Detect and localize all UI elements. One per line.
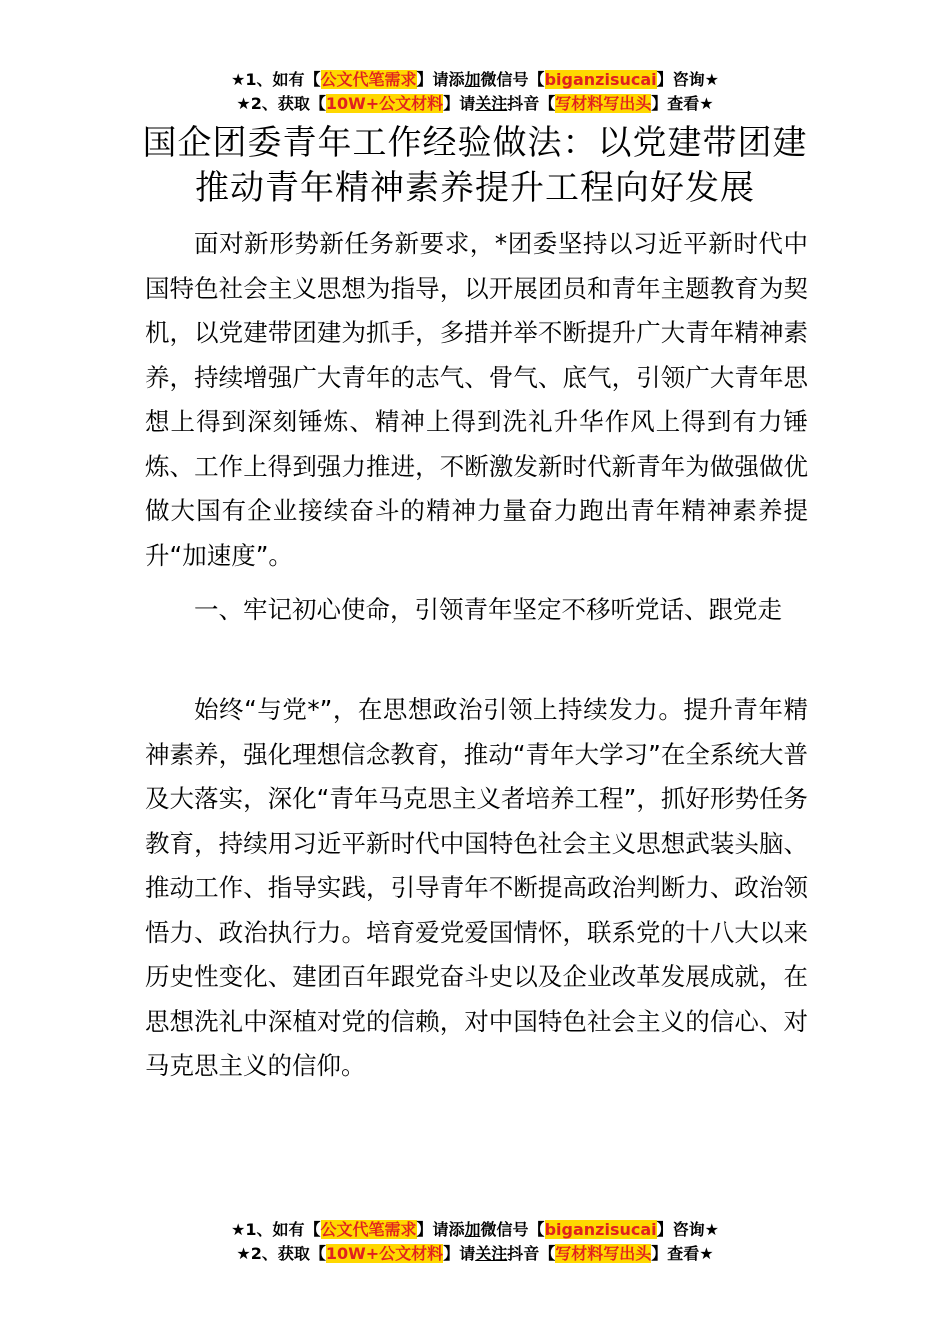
paragraph-text: 面对新形势新任务新要求，*团委坚持以习近平新时代中国特色社会主义思想为指导，以开展团员和青年主题教育为契机，以党建带团建为抓手，多措并举不断提升广大青年精神素养，持续增强广大青年的志气、骨气、底气，引领广大青年思想上得到深刻锤炼、精神上得到洗礼升华作风上得到有力锤炼、工作上得到强力推进，不断激发新时代新青年为做强做优做大国有企业接续奋斗的精神力量奋力跑出青年精神素养提升“加速度”。 <box>145 229 808 570</box>
promo-text: 】请 <box>443 1244 476 1263</box>
promo-highlight: 公文代笔需求 <box>320 1220 417 1239</box>
promo-text: 】咨询★ <box>656 70 719 89</box>
promo-text: 】咨询★ <box>656 1220 719 1239</box>
promo-emphasis: 加 <box>464 70 481 89</box>
body-paragraph-2 <box>145 688 808 1089</box>
promo-text: 】查看★ <box>651 1244 714 1263</box>
promo-text: 抖音【 <box>507 1244 556 1263</box>
promo-emphasis: 加 <box>464 1220 481 1239</box>
promo-highlight: 10W+公文材料 <box>325 94 444 113</box>
promo-text: ★2、获取【 <box>236 1244 326 1263</box>
promo-highlight: 公文代笔需求 <box>320 70 417 89</box>
promo-emphasis: 关注 <box>475 1244 508 1263</box>
promo-text: 】请 <box>443 94 476 113</box>
promo-emphasis: 关注 <box>475 94 508 113</box>
promo-banner-top <box>0 68 950 116</box>
promo-wechat-id: biganzisucai <box>544 1220 657 1239</box>
promo-text: 抖音【 <box>507 94 556 113</box>
promo-banner-bottom <box>0 1218 950 1266</box>
promo-wechat-id: biganzisucai <box>544 70 657 89</box>
promo-highlight: 10W+公文材料 <box>325 1244 444 1263</box>
promo-text: 】请添 <box>416 1220 465 1239</box>
body-paragraph-1 <box>145 222 808 578</box>
document-title-line-1: 国企团委青年工作经验做法：以党建带团建 <box>142 123 808 163</box>
promo-douyin-id: 写材料写出头 <box>555 1244 652 1263</box>
promo-text: ★1、如有【 <box>231 1220 321 1239</box>
promo-text: ★2、获取【 <box>236 94 326 113</box>
promo-line-1 <box>0 1218 950 1242</box>
promo-text: 】请添 <box>416 70 465 89</box>
document-title-line-2: 推动青年精神素养提升工程向好发展 <box>195 168 755 208</box>
promo-text: 微信号【 <box>480 1220 545 1239</box>
promo-douyin-id: 写材料写出头 <box>555 94 652 113</box>
promo-text: 微信号【 <box>480 70 545 89</box>
section-heading-1 <box>145 588 808 633</box>
promo-text: ★1、如有【 <box>231 70 321 89</box>
promo-line-2 <box>0 92 950 116</box>
promo-line-2 <box>0 1242 950 1266</box>
paragraph-text: 始终“与党*”，在思想政治引领上持续发力。提升青年精神素养，强化理想信念教育，推动“青年大学习”在全系统大普及大落实，深化“青年马克思主义者培养工程”，抓好形势任务教育，持续用习近平新时代中国特色社会主义思想武装头脑、推动工作、指导实践，引导青年不断提高政治判断力、政治领悟力、政治执行力。培育爱党爱国情怀，联系党的十八大以来历史性变化、建团百年跟党奋斗史以及企业改革发展成就，在思想洗礼中深植对党的信赖，对中国特色社会主义的信心、对马克思主义的信仰。 <box>145 695 808 1080</box>
heading-text: 一、牢记初心使命，引领青年坚定不移听党话、跟党走 <box>194 595 782 624</box>
promo-line-1 <box>0 68 950 92</box>
promo-text: 】查看★ <box>651 94 714 113</box>
